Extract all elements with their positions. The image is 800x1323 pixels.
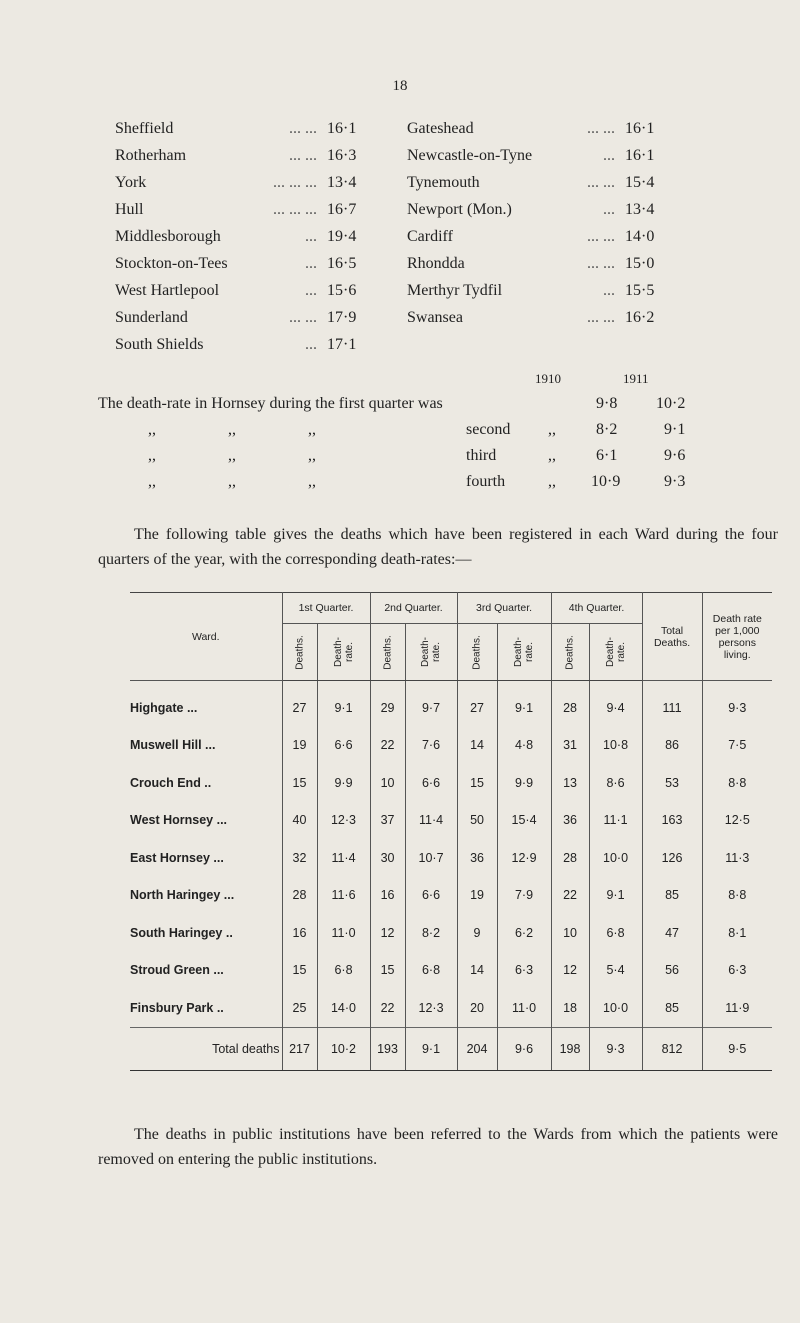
leader-dots: ... ... ...: [273, 200, 317, 218]
ward-cell: 9·1: [497, 681, 551, 727]
closing-paragraph: The deaths in public institutions have been referred to the Wards from which the patients were removed on entering the public institutions.: [98, 1126, 778, 1168]
town-rate: 17·1: [327, 335, 357, 353]
rate-1910: 8·2: [596, 421, 618, 438]
leader-dots: ... ...: [587, 227, 615, 245]
ward-cell: 9·4: [589, 681, 642, 727]
ditto-mark: ,,: [548, 447, 556, 464]
ward-cell: 19: [282, 727, 317, 765]
ward-cell: 11·3: [702, 839, 772, 877]
town-rate: 16·5: [327, 254, 357, 272]
town-row: [115, 142, 665, 169]
ward-cell: 14: [457, 727, 497, 765]
ward-cell: 37: [370, 802, 405, 840]
ward-cell: 29: [370, 681, 405, 727]
ward-cell: 15: [282, 952, 317, 990]
ward-cell: 812: [642, 1027, 702, 1070]
ward-cell: 11·6: [317, 877, 370, 915]
leader-dots: ... ...: [289, 308, 317, 326]
leader-dots: ... ...: [587, 119, 615, 137]
ward-cell: 163: [642, 802, 702, 840]
ward-cell: 10·2: [317, 1027, 370, 1070]
ward-cell: 10·0: [589, 989, 642, 1027]
town-rate: 16·1: [327, 119, 357, 137]
town-name: York: [115, 173, 147, 191]
ditto-mark: ,,: [308, 447, 316, 464]
ward-cell: 12·5: [702, 802, 772, 840]
ward-column-header: Ward.: [130, 593, 282, 681]
ditto-mark: ,,: [228, 473, 236, 490]
ward-cell: 6·8: [405, 952, 457, 990]
annual-rate-header: Death rate per 1,000 persons living.: [702, 593, 772, 681]
quarter-name: second: [466, 421, 511, 438]
ward-cell: 14·0: [317, 989, 370, 1027]
rate-1911: 9·3: [664, 473, 686, 490]
ward-cell: 9·6: [497, 1027, 551, 1070]
ward-cell: 11·0: [317, 914, 370, 952]
death-rate-subheader: [405, 624, 457, 681]
ward-cell: 9·9: [497, 764, 551, 802]
ward-cell: 8·1: [702, 914, 772, 952]
town-name: South Shields: [115, 335, 204, 353]
ward-cell: 7·6: [405, 727, 457, 765]
ward-cell: 31: [551, 727, 589, 765]
ward-cell: 16: [370, 877, 405, 915]
ward-cell: 36: [551, 802, 589, 840]
ward-name: East Hornsey ...: [130, 850, 224, 865]
ward-name: Finsbury Park ..: [130, 1000, 224, 1015]
rate-1911: 9·1: [664, 421, 686, 438]
ward-cell: 10·0: [589, 839, 642, 877]
death-rate-subheader: [317, 624, 370, 681]
leader-dots: ... ...: [587, 254, 615, 272]
town-row: [115, 169, 665, 196]
ward-cell: 9·1: [589, 877, 642, 915]
ward-row: [130, 727, 772, 765]
ditto-mark: ,,: [148, 447, 156, 464]
town-rate: 19·4: [327, 227, 357, 245]
ward-cell: 10·7: [405, 839, 457, 877]
ward-name: South Haringey ..: [130, 925, 233, 940]
town-rate: 16·7: [327, 200, 357, 218]
q4-header: 4th Quarter.: [551, 593, 642, 624]
ward-cell: 12: [551, 952, 589, 990]
rate-1911: 9·6: [664, 447, 686, 464]
ward-cell: 11·9: [702, 989, 772, 1027]
ward-cell: 10·8: [589, 727, 642, 765]
ditto-mark: ,,: [228, 447, 236, 464]
town-name: Merthyr Tydfil: [407, 281, 503, 299]
ward-cell: 8·6: [589, 764, 642, 802]
ward-cell: 15: [282, 764, 317, 802]
ward-cell: 47: [642, 914, 702, 952]
ward-cell: 28: [551, 839, 589, 877]
quarter-name: fourth: [466, 473, 506, 490]
ward-name: Total deaths: [130, 1027, 282, 1070]
town-name: Hull: [115, 200, 144, 218]
deaths-subheader: [551, 624, 589, 681]
leader-dots: ... ...: [587, 173, 615, 191]
ward-cell: 193: [370, 1027, 405, 1070]
ward-cell: 12: [370, 914, 405, 952]
town-row: [115, 196, 665, 223]
ward-cell: 13: [551, 764, 589, 802]
ward-cell: 9·3: [589, 1027, 642, 1070]
town-row: [115, 115, 665, 142]
ditto-mark: ,,: [148, 421, 156, 438]
ward-cell: 32: [282, 839, 317, 877]
leader-dots: ...: [305, 254, 317, 272]
q3-header: 3rd Quarter.: [457, 593, 551, 624]
town-row: [115, 250, 665, 277]
ward-name: Highgate ...: [130, 700, 198, 715]
death-rate-subheader-text: Death-rate.: [513, 637, 536, 668]
ward-cell: 6·3: [497, 952, 551, 990]
ward-cell: 28: [282, 877, 317, 915]
ward-row: [130, 839, 772, 877]
ward-cell: 30: [370, 839, 405, 877]
leader-dots: ... ...: [289, 146, 317, 164]
ward-cell: 6·8: [317, 952, 370, 990]
quarter-rate-line: [0, 447, 800, 471]
ward-cell: 8·2: [405, 914, 457, 952]
ward-cell: 9·1: [405, 1027, 457, 1070]
ward-cell: 9·9: [317, 764, 370, 802]
town-name: Tynemouth: [407, 173, 480, 191]
ward-cell: 20: [457, 989, 497, 1027]
rate-1911: 10·2: [656, 395, 686, 412]
quarter-rate-line: [0, 395, 800, 419]
ward-cell: 18: [551, 989, 589, 1027]
ward-name: Crouch End ..: [130, 775, 212, 790]
year-1911-header: 1911: [623, 371, 649, 386]
ditto-mark: ,,: [548, 421, 556, 438]
town-rate: 13·4: [625, 200, 655, 218]
town-rate: 15·5: [625, 281, 655, 299]
leader-dots: ...: [305, 227, 317, 245]
ward-cell: 6·3: [702, 952, 772, 990]
ward-row: [130, 802, 772, 840]
ward-cell: 25: [282, 989, 317, 1027]
ward-cell: 9·7: [405, 681, 457, 727]
town-name: Swansea: [407, 308, 463, 326]
ward-name: Muswell Hill ...: [130, 738, 216, 753]
ward-deaths-table: [130, 592, 772, 1071]
ward-cell: 36: [457, 839, 497, 877]
death-rate-subheader: [497, 624, 551, 681]
total-deaths-header: Total Deaths.: [642, 593, 702, 681]
rate-1910: 10·9: [591, 473, 621, 490]
ward-cell: 9·5: [702, 1027, 772, 1070]
ward-cell: 19: [457, 877, 497, 915]
ward-cell: 8·8: [702, 877, 772, 915]
ward-cell: 6·8: [589, 914, 642, 952]
ward-cell: 22: [370, 989, 405, 1027]
ward-cell: 10: [551, 914, 589, 952]
ward-row: [130, 989, 772, 1027]
ward-cell: 27: [457, 681, 497, 727]
ward-cell: 9: [457, 914, 497, 952]
leader-dots: ... ...: [587, 308, 615, 326]
year-1910-header: 1910: [535, 371, 561, 386]
town-name: Sunderland: [115, 308, 188, 326]
ward-cell: 7·5: [702, 727, 772, 765]
ditto-mark: ,,: [308, 473, 316, 490]
ward-name: West Hornsey ...: [130, 813, 228, 828]
town-row: [115, 223, 665, 250]
deaths-subheader-text: Deaths.: [564, 635, 576, 670]
ditto-mark: ,,: [148, 473, 156, 490]
ward-cell: 53: [642, 764, 702, 802]
ward-cell: 8·8: [702, 764, 772, 802]
ward-cell: 4·8: [497, 727, 551, 765]
ward-cell: 12·3: [317, 802, 370, 840]
ward-row: [130, 877, 772, 915]
town-name: Newport (Mon.): [407, 200, 512, 218]
town-rate: 16·1: [625, 119, 655, 137]
ward-cell: 11·4: [405, 802, 457, 840]
ward-cell: 22: [370, 727, 405, 765]
ward-cell: 11·4: [317, 839, 370, 877]
ward-cell: 126: [642, 839, 702, 877]
ward-cell: 11·1: [589, 802, 642, 840]
ward-cell: 22: [551, 877, 589, 915]
ward-cell: 85: [642, 877, 702, 915]
town-row: [115, 304, 665, 331]
quarter-rate-line: [0, 421, 800, 445]
ward-row: [130, 681, 772, 727]
leader-dots: ...: [305, 281, 317, 299]
ward-name: North Haringey ...: [130, 888, 235, 903]
quarter-rate-line: [0, 473, 800, 497]
town-name: Cardiff: [407, 227, 453, 245]
town-name: Sheffield: [115, 119, 174, 137]
ditto-mark: ,,: [308, 421, 316, 438]
ward-cell: 15: [457, 764, 497, 802]
town-name: West Hartlepool: [115, 281, 220, 299]
ditto-mark: ,,: [228, 421, 236, 438]
page-number: 18: [392, 78, 408, 94]
deaths-subheader-text: Deaths.: [382, 635, 394, 670]
death-rate-subheader-text: Death-rate.: [604, 637, 627, 668]
ward-cell: 11·0: [497, 989, 551, 1027]
ward-cell: 56: [642, 952, 702, 990]
ward-cell: 15: [370, 952, 405, 990]
rate-1910: 9·8: [596, 395, 618, 412]
town-rate: 16·2: [625, 308, 655, 326]
ward-cell: 5·4: [589, 952, 642, 990]
q2-header: 2nd Quarter.: [370, 593, 457, 624]
ward-cell: 9·3: [702, 681, 772, 727]
ward-cell: 16: [282, 914, 317, 952]
town-name: Rhondda: [407, 254, 465, 272]
ward-cell: 6·2: [497, 914, 551, 952]
ward-cell: 85: [642, 989, 702, 1027]
deaths-subheader-text: Deaths.: [294, 635, 306, 670]
leader-dots: ...: [603, 200, 615, 218]
town-rate: 13·4: [327, 173, 357, 191]
ward-cell: 14: [457, 952, 497, 990]
town-name: Newcastle-on-Tyne: [407, 146, 533, 164]
deaths-subheader: [282, 624, 317, 681]
leader-dots: ... ...: [289, 119, 317, 137]
ward-cell: 204: [457, 1027, 497, 1070]
town-name: Rotherham: [115, 146, 187, 164]
town-rate: 14·0: [625, 227, 655, 245]
ward-cell: 12·3: [405, 989, 457, 1027]
town-rate: 17·9: [327, 308, 357, 326]
ward-cell: 40: [282, 802, 317, 840]
town-rate: 15·0: [625, 254, 655, 272]
ward-cell: 50: [457, 802, 497, 840]
ward-cell: 111: [642, 681, 702, 727]
town-rate: 15·4: [625, 173, 655, 191]
town-name: Stockton-on-Tees: [115, 254, 228, 272]
ward-cell: 12·9: [497, 839, 551, 877]
quarter-name: third: [466, 447, 497, 464]
ward-cell: 9·1: [317, 681, 370, 727]
deaths-subheader: [457, 624, 497, 681]
ward-cell: 198: [551, 1027, 589, 1070]
ward-cell: 6·6: [405, 877, 457, 915]
town-death-rate-list: [115, 115, 665, 358]
deaths-subheader: [370, 624, 405, 681]
ward-cell: 15·4: [497, 802, 551, 840]
ward-row: [130, 914, 772, 952]
death-rate-subheader-text: Death-rate.: [420, 637, 443, 668]
ward-row: [130, 764, 772, 802]
death-rate-subheader-text: Death-rate.: [332, 637, 355, 668]
death-rate-subheader: [589, 624, 642, 681]
town-name: Gateshead: [407, 119, 474, 137]
town-rate: 16·1: [625, 146, 655, 164]
town-name: Middlesborough: [115, 227, 221, 245]
ward-cell: 10: [370, 764, 405, 802]
ward-cell: 217: [282, 1027, 317, 1070]
town-row: [115, 277, 665, 304]
ward-cell: 27: [282, 681, 317, 727]
town-rate: 15·6: [327, 281, 357, 299]
ward-cell: 86: [642, 727, 702, 765]
ditto-mark: ,,: [548, 473, 556, 490]
deaths-subheader-text: Deaths.: [471, 635, 483, 670]
rate-1910: 6·1: [596, 447, 618, 464]
ward-cell: 6·6: [317, 727, 370, 765]
q1-header: 1st Quarter.: [282, 593, 370, 624]
leader-dots: ...: [603, 146, 615, 164]
ward-cell: 7·9: [497, 877, 551, 915]
ward-row: [130, 952, 772, 990]
intro-paragraph: The following table gives the deaths which have been registered in each Ward during the four quarters of the year, with the corresponding death-rates:—: [98, 526, 778, 568]
leader-dots: ...: [305, 335, 317, 353]
ward-cell: 28: [551, 681, 589, 727]
total-row: [130, 1027, 772, 1070]
ward-name: Stroud Green ...: [130, 963, 224, 978]
town-rate: 16·3: [327, 146, 357, 164]
town-row: [115, 331, 665, 358]
intro-text: The death-rate in Hornsey during the first quarter was: [98, 395, 443, 412]
leader-dots: ...: [603, 281, 615, 299]
leader-dots: ... ... ...: [273, 173, 317, 191]
ward-cell: 6·6: [405, 764, 457, 802]
